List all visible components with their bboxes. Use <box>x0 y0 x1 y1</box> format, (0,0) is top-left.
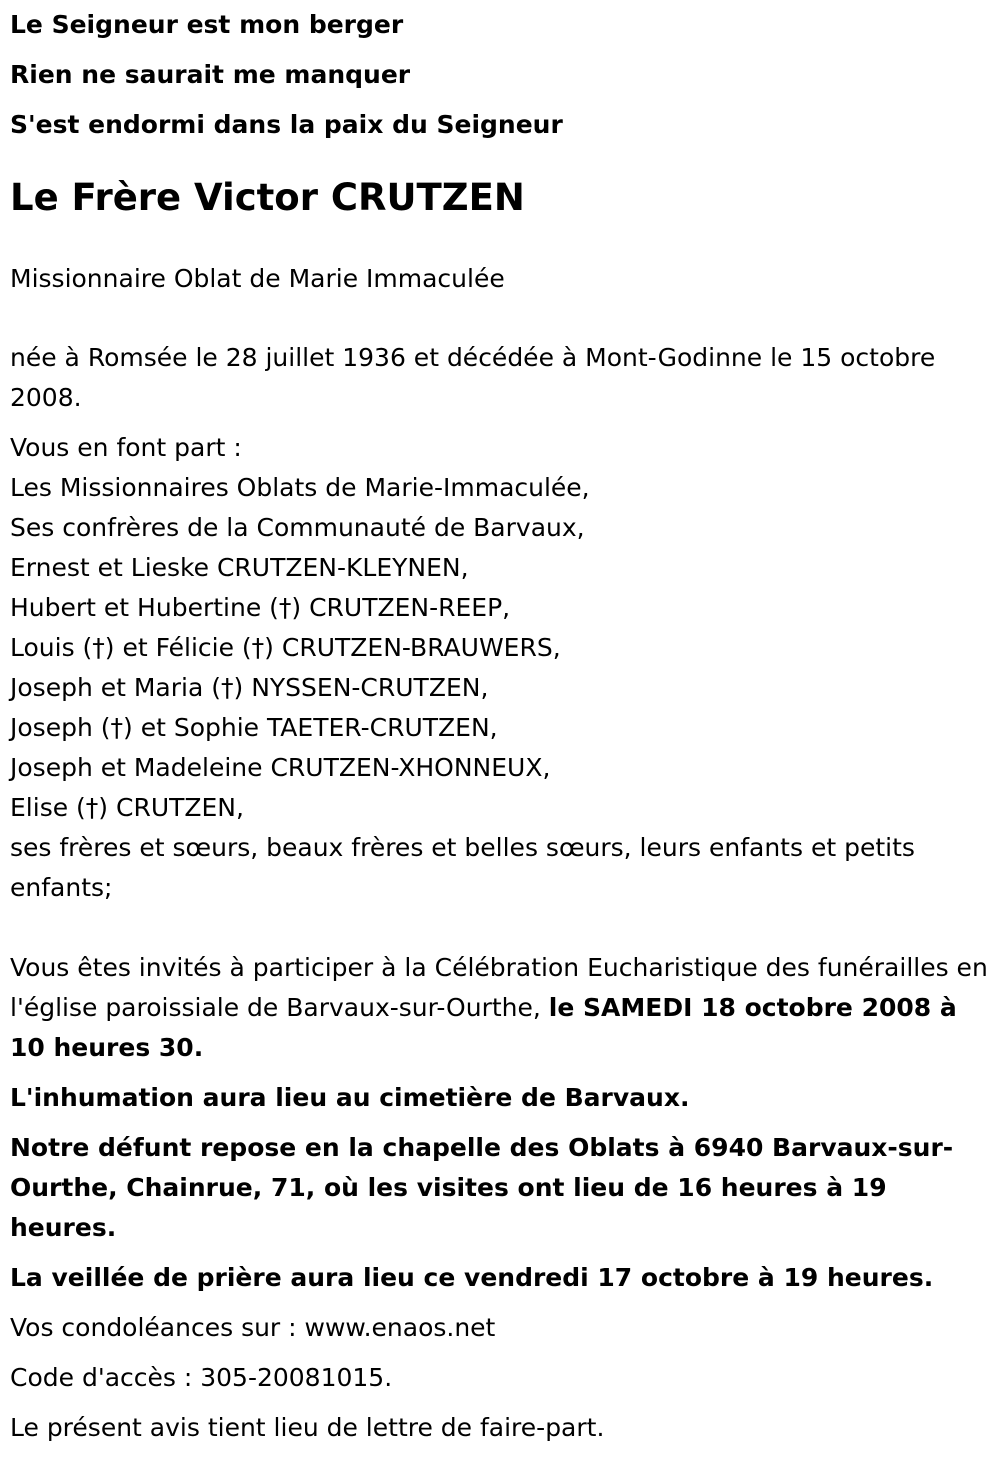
mourner-line: Ernest et Lieske CRUTZEN-KLEYNEN, <box>10 553 469 582</box>
verse-line-3: S'est endormi dans la paix du Seigneur <box>10 110 563 139</box>
verse-line-2: Rien ne saurait me manquer <box>10 60 411 89</box>
birth-death-dates: née à Romsée le 28 juillet 1936 et décédée à Mont-Godinne le 15 octobre 2008. <box>10 343 936 412</box>
mourner-line: Les Missionnaires Oblats de Marie-Immaculée, <box>10 473 590 502</box>
announcement-intro: Vous en font part : <box>10 433 242 462</box>
mourners-list <box>10 428 990 908</box>
funeral-invitation <box>10 948 990 1068</box>
mourner-line: Ses confrères de la Communauté de Barvaux, <box>10 513 585 542</box>
repose-info: Notre défunt repose en la chapelle des Oblats à 6940 Barvaux-sur-Ourthe, Chainrue, 71, où les visites ont lieu de 16 heures à 19 heures. <box>10 1133 954 1242</box>
vigil-info: La veillée de prière aura lieu ce vendredi 17 octobre à 19 heures. <box>10 1263 934 1292</box>
mourner-line: ses frères et sœurs, beaux frères et belles sœurs, leurs enfants et petits enfants; <box>10 833 915 902</box>
access-code: Code d'accès : 305-20081015. <box>10 1363 393 1392</box>
mourner-line: Louis (†) et Félicie (†) CRUTZEN-BRAUWERS, <box>10 633 561 662</box>
verse-line-1: Le Seigneur est mon berger <box>10 10 404 39</box>
mourner-line: Joseph (†) et Sophie TAETER-CRUTZEN, <box>10 713 498 742</box>
mourner-line: Hubert et Hubertine (†) CRUTZEN-REEP, <box>10 593 511 622</box>
funeral-date-time: le SAMEDI 18 octobre 2008 à 10 heures 30. <box>10 993 957 1062</box>
burial-info: L'inhumation aura lieu au cimetière de Barvaux. <box>10 1083 690 1112</box>
mourner-line: Joseph et Madeleine CRUTZEN-XHONNEUX, <box>10 753 551 782</box>
mourner-line: Elise (†) CRUTZEN, <box>10 793 244 822</box>
notice-statement: Le présent avis tient lieu de lettre de faire-part. <box>10 1413 605 1442</box>
mourner-line: Joseph et Maria (†) NYSSEN-CRUTZEN, <box>10 673 489 702</box>
condolences-info: Vos condoléances sur : www.enaos.net <box>10 1313 496 1342</box>
deceased-title: Missionnaire Oblat de Marie Immaculée <box>10 264 505 293</box>
funeral-invitation-text: Vous êtes invités à participer à la Célébration Eucharistique des funérailles en l'église paroissiale de Barvaux-sur-Ourthe, <box>10 953 988 1022</box>
deceased-name: Le Frère Victor CRUTZEN <box>10 176 525 219</box>
